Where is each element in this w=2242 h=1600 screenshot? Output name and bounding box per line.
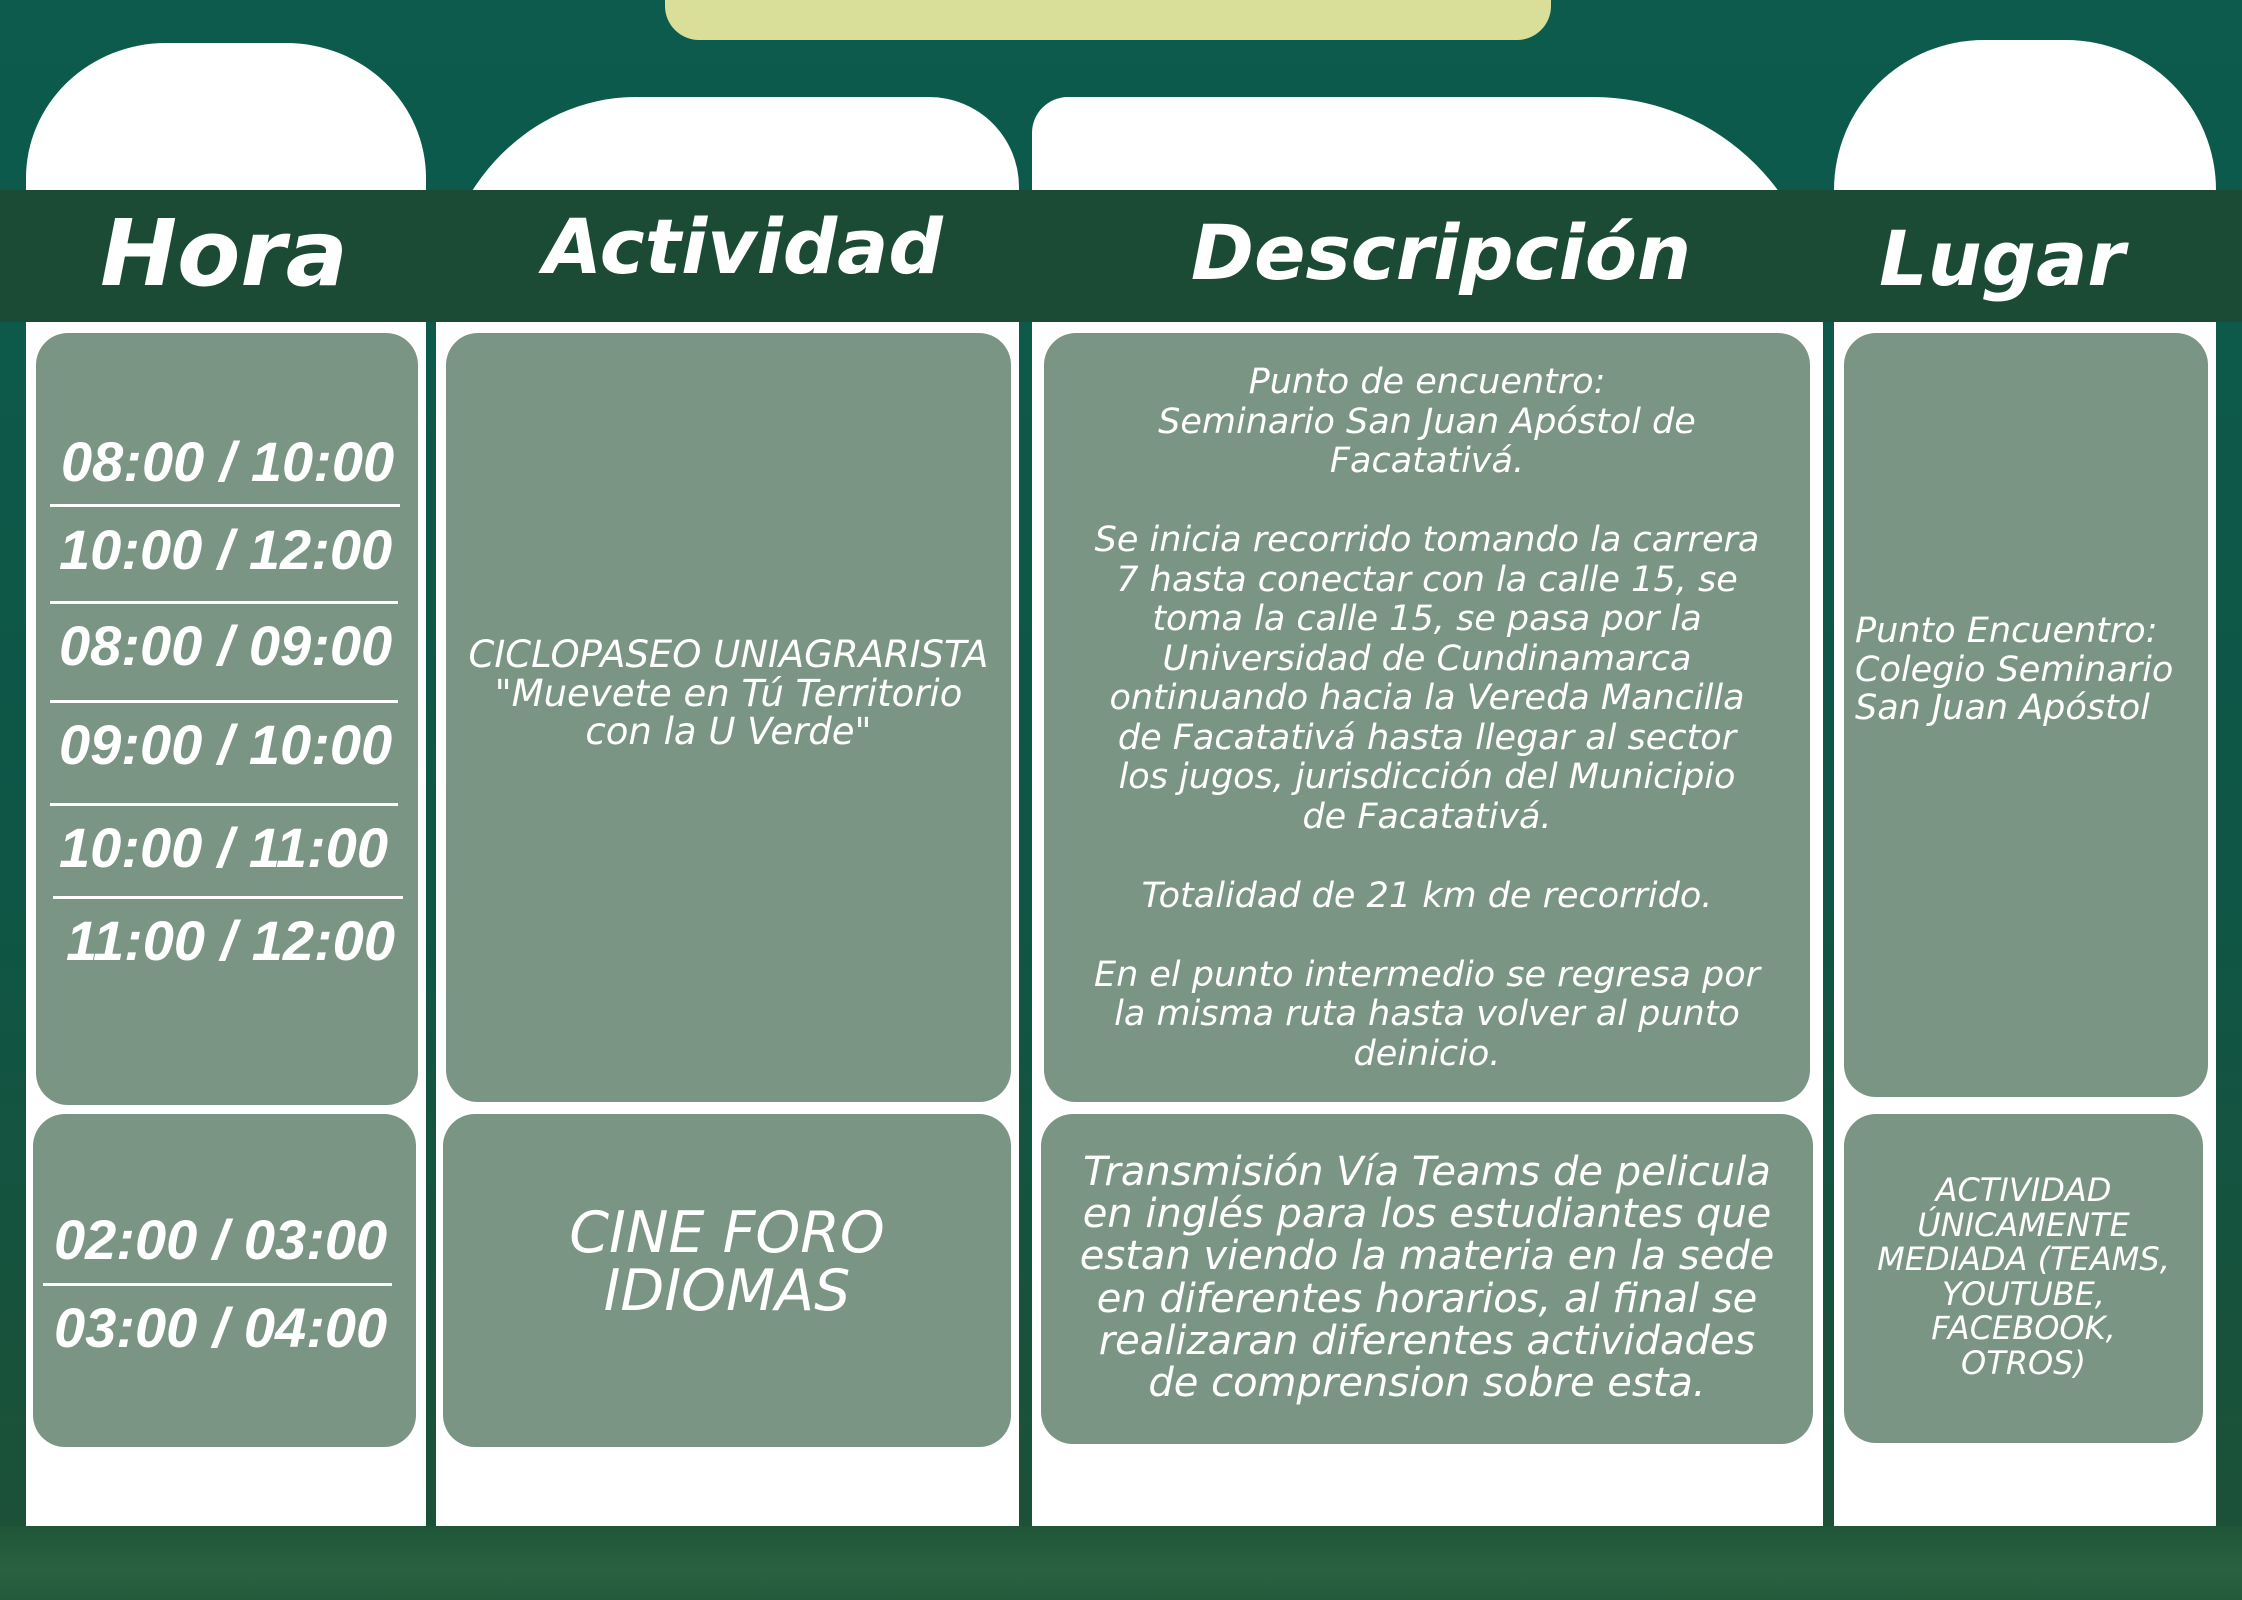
time-slot: 08:00 / 10:00	[61, 430, 395, 493]
lugar-text	[1855, 612, 2173, 728]
text-line: FACEBOOK,	[1931, 1309, 2116, 1348]
time-slot: 11:00 / 12:00	[66, 909, 395, 972]
actividad-header: Actividad	[543, 202, 943, 291]
hora-cell-row-1	[36, 333, 418, 1105]
descripcion-text	[1041, 1149, 1813, 1407]
text-line: de Facatativá hasta llegar al sector	[1117, 717, 1737, 758]
time-slot: 10:00 / 11:00	[59, 816, 388, 879]
text-line: realizaran diferentes actividades	[1098, 1317, 1756, 1364]
text-line: OTROS)	[1961, 1343, 2086, 1382]
descripcion-paragraph	[1044, 877, 1810, 917]
text-line: los jugos, jurisdicción del Municipio	[1118, 757, 1736, 797]
hora-header: Hora	[100, 200, 348, 307]
text-line: Totalidad de 21 km de recorrido.	[1141, 875, 1713, 916]
text-line: Se inicia recorrido tomando la carrera	[1094, 520, 1760, 560]
text-line: Facatativá.	[1329, 441, 1525, 481]
time-divider	[50, 504, 400, 507]
text-line: Punto de encuentro:	[1248, 362, 1606, 402]
title-banner	[665, 0, 1551, 40]
descripcion-cell-row-1	[1044, 333, 1810, 1102]
descripcion-header: Descripción	[1190, 208, 1692, 297]
time-divider	[43, 1283, 392, 1286]
actividad-cell-row-1	[446, 333, 1011, 1102]
text-line: en inglés para los estudiantes que	[1082, 1191, 1772, 1238]
text-line: MEDIADA (TEAMS,	[1877, 1240, 2170, 1279]
time-divider	[53, 896, 403, 899]
time-divider	[50, 601, 398, 604]
text-line: San Juan Apóstol	[1855, 688, 2150, 728]
time-slot: 03:00 / 04:00	[54, 1296, 388, 1359]
time-slot: 09:00 / 10:00	[59, 713, 393, 776]
text-line: en diferentes horarios, al final se	[1096, 1275, 1758, 1322]
lugar-cell-row-2	[1844, 1114, 2203, 1443]
text-line: ACTIVIDAD	[1935, 1171, 2112, 1209]
lugar-header: Lugar	[1879, 214, 2125, 303]
text-line: Transmisión Vía Teams de pelicula	[1083, 1149, 1771, 1195]
text-line: toma la calle 15, se pasa por la	[1152, 599, 1702, 639]
text-line: deinicio.	[1353, 1033, 1501, 1074]
text-line: Punto Encuentro:	[1855, 611, 2158, 651]
text-line: CINE FORO	[569, 1200, 885, 1266]
hora-cell-row-2	[33, 1114, 416, 1447]
text-line: Universidad de Cundinamarca	[1162, 638, 1692, 679]
time-slot: 02:00 / 03:00	[54, 1208, 388, 1271]
text-line: de comprension sobre esta.	[1148, 1360, 1706, 1407]
background-strip	[0, 1526, 2242, 1600]
text-line: CICLOPASEO UNIAGRARISTA	[468, 633, 989, 676]
text-line: IDIOMAS	[603, 1258, 851, 1324]
text-line: ÚNICAMENTE	[1917, 1205, 2130, 1244]
text-line: con la U Verde"	[585, 710, 872, 754]
lugar-cell-row-1	[1844, 333, 2208, 1097]
text-line: Seminario San Juan Apóstol de	[1158, 401, 1696, 442]
text-line: "Muevete en Tú Territorio	[494, 671, 963, 715]
descripcion-paragraph	[1044, 521, 1810, 837]
text-line: ontinuando hacia la Vereda Mancilla	[1109, 678, 1745, 718]
text-line: 7 hasta conectar con la calle 15, se	[1116, 559, 1738, 600]
text-line: Colegio Seminario	[1855, 649, 2174, 690]
actividad-text	[446, 633, 1011, 754]
time-slot: 10:00 / 12:00	[59, 518, 393, 581]
text-line: YOUTUBE,	[1942, 1274, 2105, 1313]
lugar-text	[1844, 1173, 2203, 1381]
descripcion-cell-row-2	[1041, 1114, 1813, 1444]
time-divider	[50, 803, 398, 806]
text-line: estan viendo la materia en la sede	[1079, 1233, 1775, 1280]
actividad-cell-row-2	[443, 1114, 1011, 1447]
descripcion-paragraph	[1044, 956, 1810, 1075]
text-line: de Facatativá.	[1302, 796, 1552, 837]
time-divider	[50, 700, 398, 703]
descripcion-text	[1044, 363, 1810, 1074]
text-line: la misma ruta hasta volver al punto	[1114, 994, 1740, 1034]
header-band	[0, 190, 2242, 322]
descripcion-paragraph	[1044, 363, 1810, 482]
text-line: En el punto intermedio se regresa por	[1093, 954, 1761, 995]
time-slot: 08:00 / 09:00	[59, 614, 393, 677]
actividad-text	[443, 1200, 1011, 1324]
